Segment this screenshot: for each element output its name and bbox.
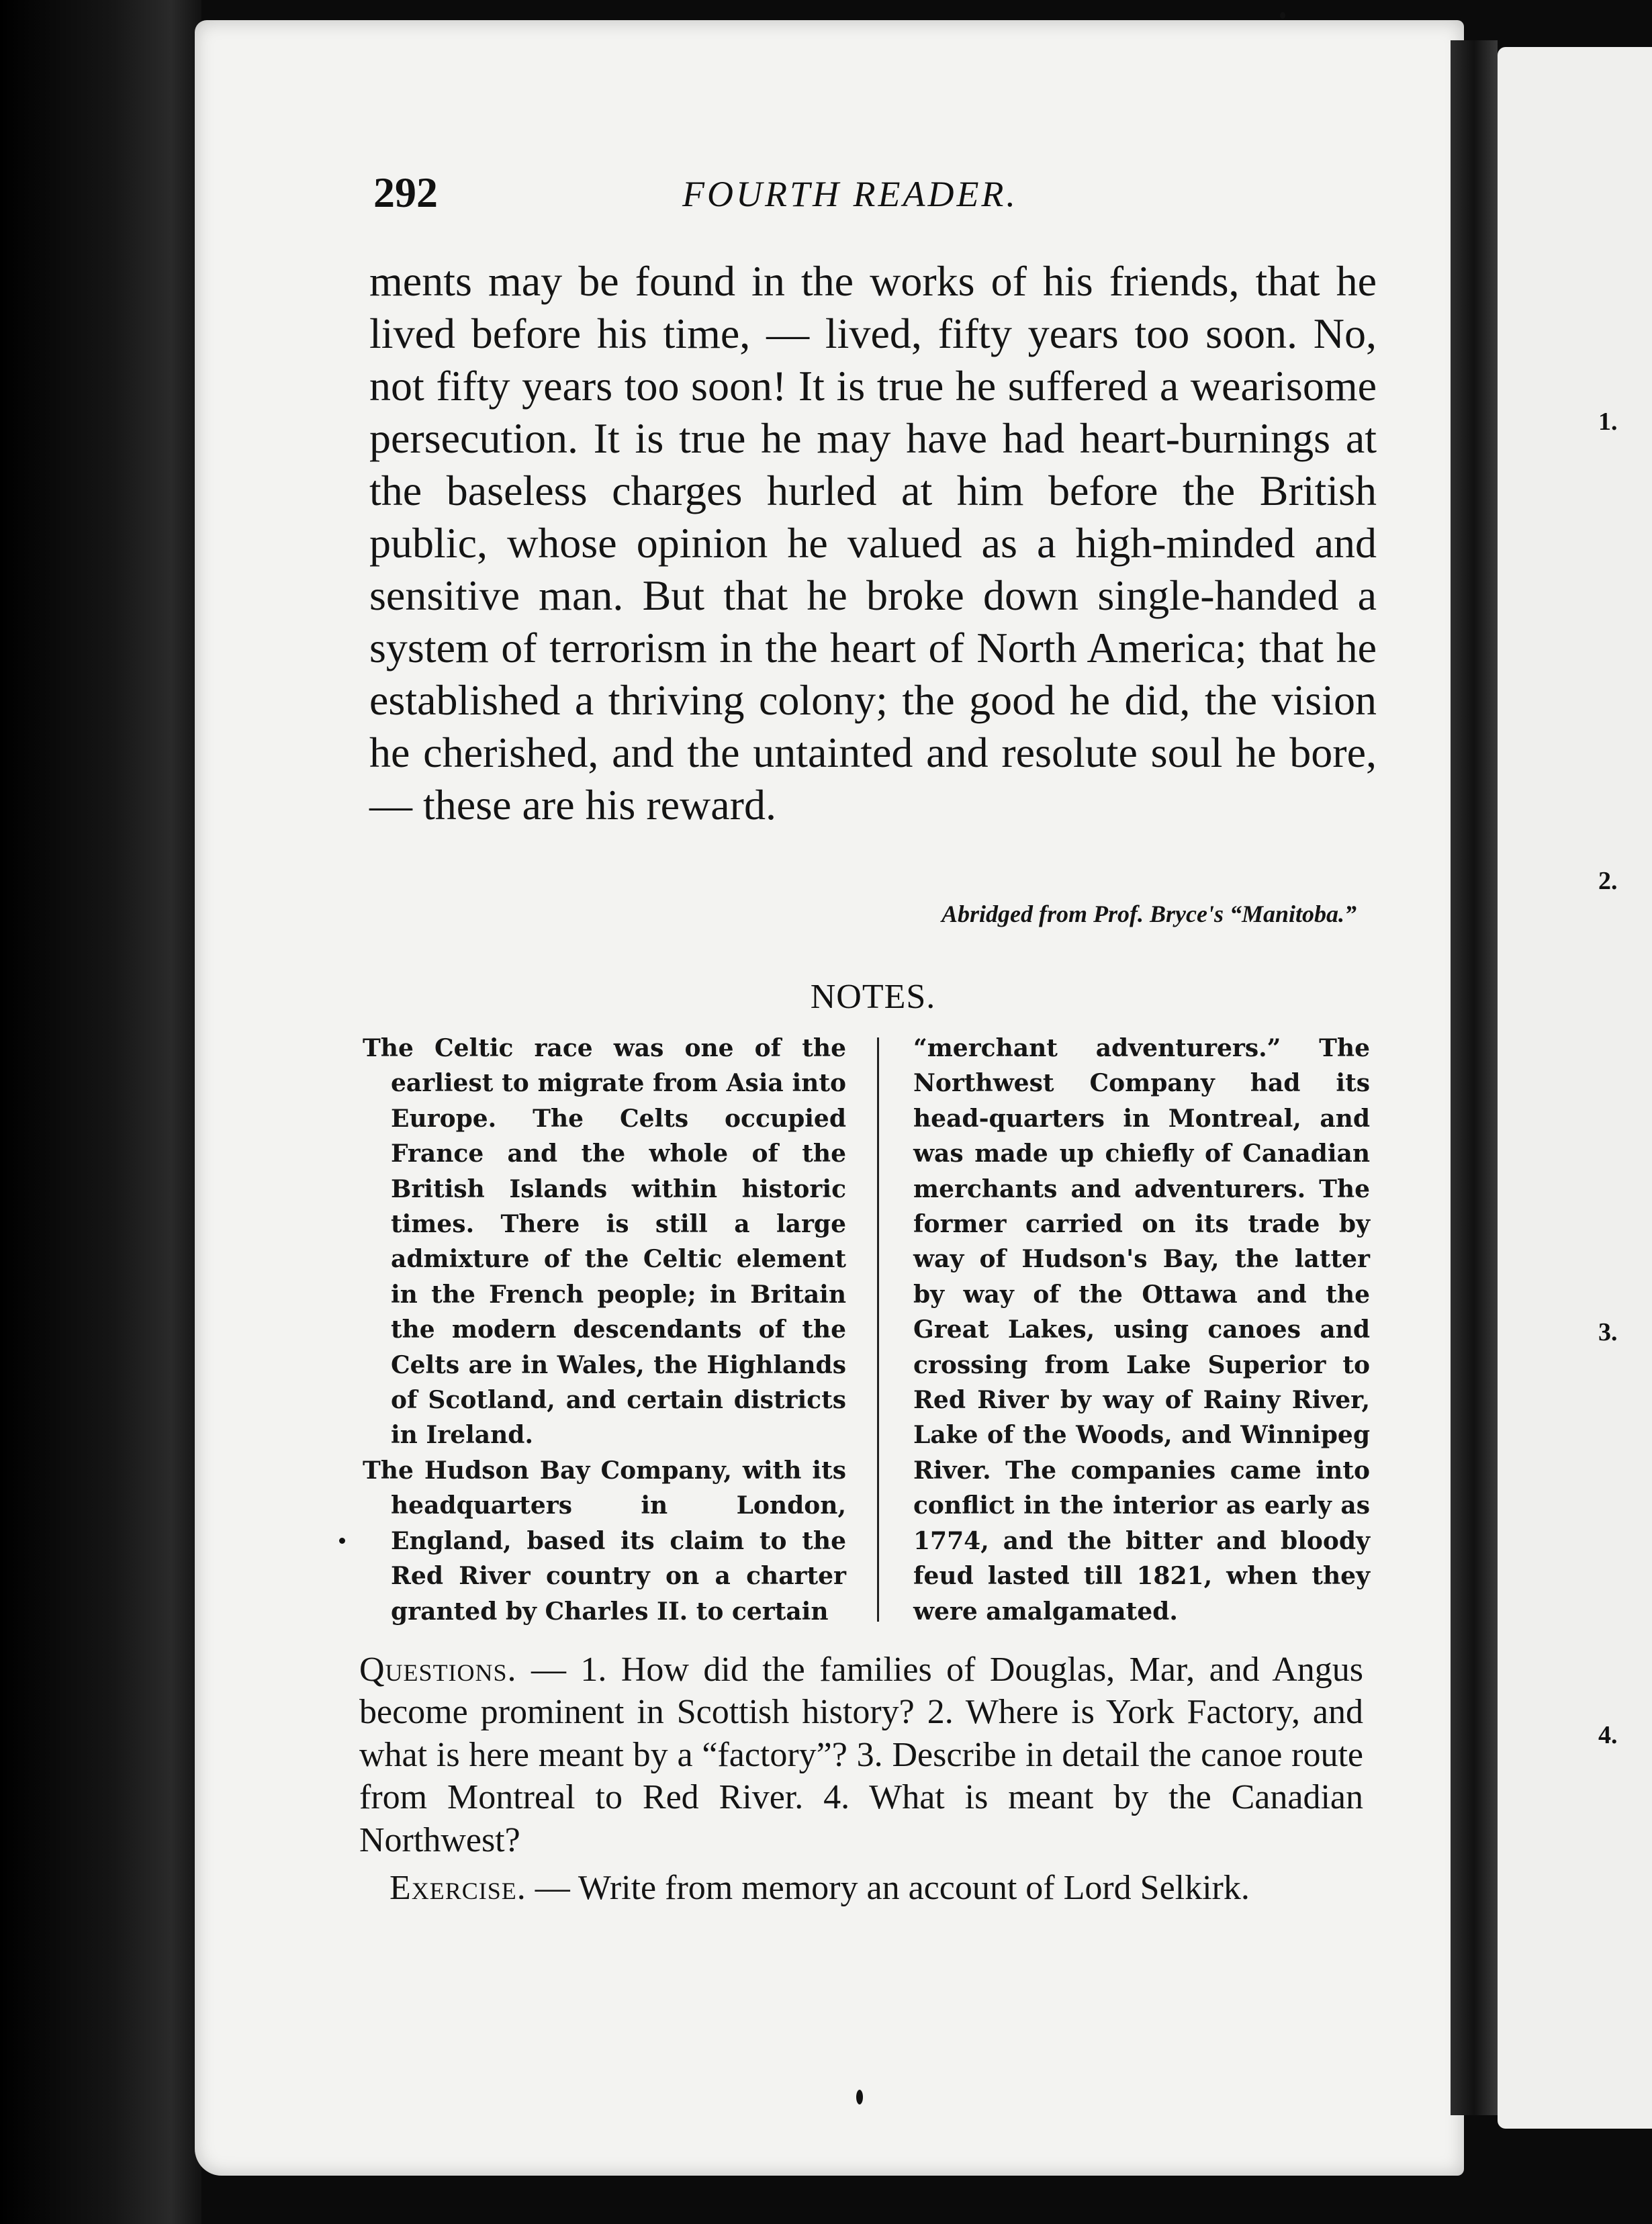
- facing-page-edge: [1498, 47, 1652, 2129]
- page-number: 292: [373, 169, 438, 216]
- facing-page-marker: 3.: [1598, 1318, 1618, 1346]
- notes-right-column: “merchant adventurers.” The Northwest Company had its head-quarters in Montreal, and was made up chiefly of Canadian merchants and adventurers. The former carried on its trade by way of Hudson's Bay, the latter by way of the Ottawa and the Great Lakes, using canoes and crossing from Lake Superior to Red River by way of Rainy River, Lake of the Woods, and Winnipeg River. The companies came into conflict in the interior as early as 1774, and the bitter and bloody feud lasted till 1821, when they were amalgamated.: [913, 1034, 1370, 1626]
- body-paragraph: ments may be found in the works of his friends, that he lived before his time, — lived, fifty years too soon. No, not fifty years too soon! It is true he suffered a wearisome persecution. It is true he may have had heart-burnings at the baseless charges hurled at him before the British public, whose opinion he valued as a high-minded and sensitive man. But that he broke down single-handed a system of terrorism in the heart of North America; that he established a thriving colony; the good he did, the vision he cherished, and the untainted and resolute soul he bore, — these are his reward.: [369, 257, 1377, 829]
- notes-heading: NOTES.: [810, 978, 936, 1016]
- facing-page-marker: 2.: [1598, 867, 1618, 895]
- exercise-paragraph: [359, 1867, 1363, 1909]
- questions-text: — 1. How did the families of Douglas, Mar, and Angus become prominent in Scottish history? 2. Where is York Factory, and what is here meant by a “factory”? 3. Describe in detail the canoe route from Montreal to Red River. 4. What is meant by the Canadian Northwest?: [359, 1651, 1363, 1859]
- running-head: [373, 168, 1367, 222]
- questions-paragraph: [359, 1649, 1363, 1861]
- facing-page-marker: 1.: [1598, 408, 1618, 436]
- exercise-text: — Write from memory an account of Lord Selkirk.: [526, 1869, 1250, 1907]
- note-hudson-bay-company: The Hudson Bay Company, with its headquarters in London, England, based its claim to the Red River country on a charter granted by Charles II. to certain: [363, 1456, 846, 1626]
- book-gutter: [1451, 40, 1498, 2115]
- book-title: FOURTH READER.: [682, 174, 1018, 214]
- attribution: Abridged from Prof. Bryce's “Manitoba.”: [942, 900, 1357, 927]
- note-celtic-race: The Celtic race was one of the earliest to migrate from Asia into Europe. The Celts occupied France and the whole of the British Islands within historic times. There is still a large admixture of the Celtic element in the French people; in Britain the modern descendants of the Celts are in Wales, the Highlands of Scotland, and certain districts in Ireland.: [363, 1034, 846, 1450]
- column-divider: [877, 1037, 879, 1622]
- print-speck: [339, 1538, 345, 1544]
- print-speck: [1280, 12, 1285, 19]
- notes-left-column: [363, 1031, 846, 1629]
- print-speck: [856, 2090, 863, 2104]
- book-binding-left: [0, 0, 201, 2224]
- facing-page-marker: 4.: [1598, 1721, 1618, 1749]
- questions-label: Questions.: [359, 1651, 517, 1689]
- exercise-label: Exercise.: [389, 1869, 526, 1907]
